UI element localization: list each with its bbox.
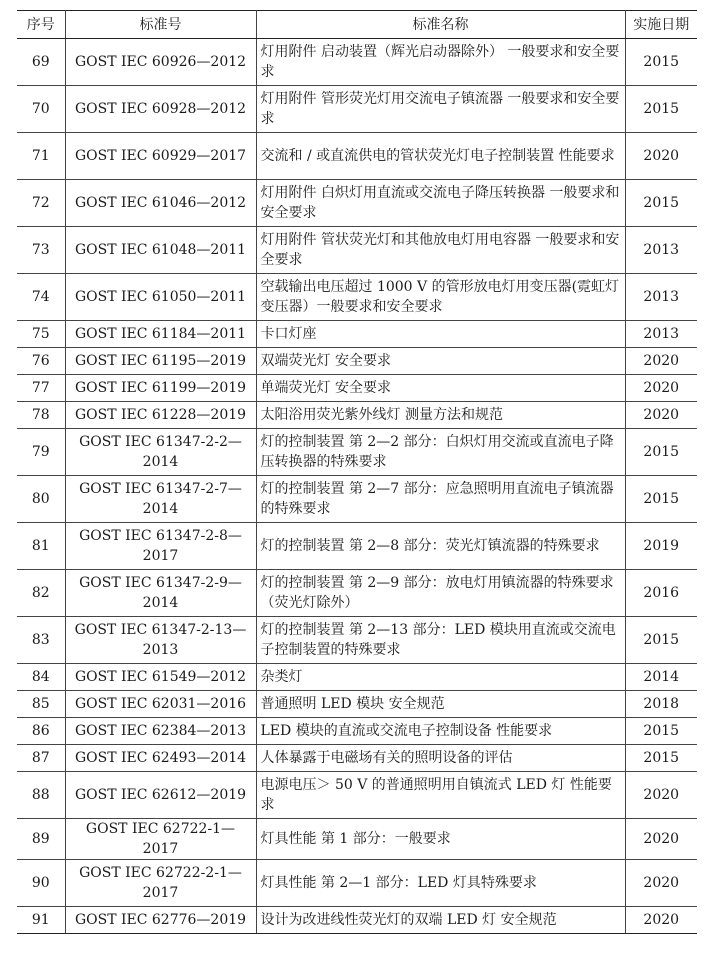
row-standard-no: GOST IEC 62493—2014 [65, 745, 256, 772]
table-row [17, 39, 697, 86]
row-standard-no: GOST IEC 61046—2012 [65, 180, 256, 227]
row-no: 90 [17, 860, 65, 907]
row-standard-name: 灯用附件 管形荧光灯用交流电子镇流器 一般要求和安全要求 [256, 86, 625, 133]
row-standard-no: GOST IEC 61195—2019 [65, 348, 256, 375]
table-row [17, 429, 697, 476]
row-no: 79 [17, 429, 65, 476]
row-standard-name: 灯具性能 第 2—1 部分：LED 灯具特殊要求 [256, 860, 625, 907]
row-date: 2015 [625, 745, 697, 772]
row-date: 2015 [625, 617, 697, 664]
row-standard-no: GOST IEC 60926—2012 [65, 39, 256, 86]
table-row [17, 86, 697, 133]
row-no: 74 [17, 274, 65, 321]
table-row [17, 375, 697, 402]
row-no: 84 [17, 664, 65, 691]
row-no: 89 [17, 819, 65, 860]
table-row [17, 321, 697, 348]
row-no: 83 [17, 617, 65, 664]
row-standard-name: 空载输出电压超过 1000 V 的管形放电灯用变压器(霓虹灯变压器）一般要求和安全要求 [256, 274, 625, 321]
row-standard-name: 卡口灯座 [256, 321, 625, 348]
table-row [17, 718, 697, 745]
row-date: 2013 [625, 274, 697, 321]
row-no: 87 [17, 745, 65, 772]
table-row [17, 860, 697, 907]
table-row [17, 523, 697, 570]
table-row [17, 348, 697, 375]
row-standard-no: GOST IEC 60928—2012 [65, 86, 256, 133]
row-date: 2020 [625, 402, 697, 429]
header-standard-name: 标准名称 [256, 11, 625, 39]
row-standard-name: 灯的控制装置 第 2—9 部分：放电灯用镇流器的特殊要求（荧光灯除外） [256, 570, 625, 617]
table-row [17, 133, 697, 180]
row-standard-name: 灯具性能 第 1 部分：一般要求 [256, 819, 625, 860]
row-date: 2020 [625, 348, 697, 375]
row-date: 2015 [625, 476, 697, 523]
header-standard-no: 标准号 [65, 11, 256, 39]
row-date: 2020 [625, 772, 697, 819]
row-standard-name: LED 模块的直流或交流电子控制设备 性能要求 [256, 718, 625, 745]
row-standard-name: 灯用附件 启动装置（辉光启动器除外） 一般要求和安全要求 [256, 39, 625, 86]
row-standard-name: 单端荧光灯 安全要求 [256, 375, 625, 402]
table-row [17, 664, 697, 691]
row-standard-name: 太阳浴用荧光紫外线灯 测量方法和规范 [256, 402, 625, 429]
row-standard-no: GOST IEC 62722-2-1—2017 [65, 860, 256, 907]
row-date: 2020 [625, 907, 697, 934]
row-date: 2016 [625, 570, 697, 617]
table-row [17, 691, 697, 718]
header-no: 序号 [17, 11, 65, 39]
row-standard-no: GOST IEC 61228—2019 [65, 402, 256, 429]
row-standard-no: GOST IEC 61347-2-8—2017 [65, 523, 256, 570]
table-row [17, 227, 697, 274]
row-no: 72 [17, 180, 65, 227]
row-standard-no: GOST IEC 62776—2019 [65, 907, 256, 934]
table-row [17, 745, 697, 772]
row-standard-name: 电源电压＞ 50 V 的普通照明用自镇流式 LED 灯 性能要求 [256, 772, 625, 819]
table-row [17, 180, 697, 227]
row-standard-name: 设计为改进线性荧光灯的双端 LED 灯 安全规范 [256, 907, 625, 934]
row-standard-name: 交流和 / 或直流供电的管状荧光灯电子控制装置 性能要求 [256, 133, 625, 180]
row-standard-no: GOST IEC 61347-2-13—2013 [65, 617, 256, 664]
row-standard-name: 灯的控制装置 第 2—8 部分：荧光灯镇流器的特殊要求 [256, 523, 625, 570]
row-standard-no: GOST IEC 61048—2011 [65, 227, 256, 274]
row-date: 2015 [625, 429, 697, 476]
row-no: 86 [17, 718, 65, 745]
row-standard-no: GOST IEC 61199—2019 [65, 375, 256, 402]
table-row [17, 476, 697, 523]
row-standard-name: 人体暴露于电磁场有关的照明设备的评估 [256, 745, 625, 772]
row-date: 2015 [625, 718, 697, 745]
table-row [17, 772, 697, 819]
row-date: 2013 [625, 227, 697, 274]
row-standard-name: 灯的控制装置 第 2—13 部分：LED 模块用直流或交流电子控制装置的特殊要求 [256, 617, 625, 664]
row-date: 2015 [625, 39, 697, 86]
row-no: 76 [17, 348, 65, 375]
row-standard-no: GOST IEC 61549—2012 [65, 664, 256, 691]
header-row [17, 11, 697, 39]
table-row [17, 402, 697, 429]
row-standard-name: 灯的控制装置 第 2—2 部分：白炽灯用交流或直流电子降压转换器的特殊要求 [256, 429, 625, 476]
row-no: 77 [17, 375, 65, 402]
row-no: 91 [17, 907, 65, 934]
table-row [17, 274, 697, 321]
header-implementation-date: 实施日期 [625, 11, 697, 39]
row-standard-name: 普通照明 LED 模块 安全规范 [256, 691, 625, 718]
row-date: 2015 [625, 180, 697, 227]
row-standard-name: 杂类灯 [256, 664, 625, 691]
standards-table [17, 10, 697, 934]
row-standard-name: 灯用附件 白炽灯用直流或交流电子降压转换器 一般要求和安全要求 [256, 180, 625, 227]
row-no: 71 [17, 133, 65, 180]
row-date: 2014 [625, 664, 697, 691]
row-no: 69 [17, 39, 65, 86]
row-no: 85 [17, 691, 65, 718]
row-date: 2020 [625, 375, 697, 402]
row-standard-no: GOST IEC 62722-1—2017 [65, 819, 256, 860]
row-date: 2019 [625, 523, 697, 570]
row-date: 2015 [625, 86, 697, 133]
row-date: 2020 [625, 819, 697, 860]
row-no: 73 [17, 227, 65, 274]
row-no: 75 [17, 321, 65, 348]
row-standard-no: GOST IEC 61347-2-7—2014 [65, 476, 256, 523]
row-standard-no: GOST IEC 61050—2011 [65, 274, 256, 321]
row-no: 80 [17, 476, 65, 523]
row-standard-name: 双端荧光灯 安全要求 [256, 348, 625, 375]
row-date: 2013 [625, 321, 697, 348]
table-row [17, 907, 697, 934]
row-no: 81 [17, 523, 65, 570]
table-row [17, 819, 697, 860]
row-standard-no: GOST IEC 61184—2011 [65, 321, 256, 348]
row-standard-no: GOST IEC 60929—2017 [65, 133, 256, 180]
row-date: 2020 [625, 133, 697, 180]
row-date: 2018 [625, 691, 697, 718]
row-no: 88 [17, 772, 65, 819]
row-standard-no: GOST IEC 62612—2019 [65, 772, 256, 819]
row-standard-name: 灯用附件 管状荧光灯和其他放电灯用电容器 一般要求和安全要求 [256, 227, 625, 274]
row-standard-name: 灯的控制装置 第 2—7 部分：应急照明用直流电子镇流器的特殊要求 [256, 476, 625, 523]
table-row [17, 570, 697, 617]
row-no: 78 [17, 402, 65, 429]
row-standard-no: GOST IEC 62384—2013 [65, 718, 256, 745]
row-no: 70 [17, 86, 65, 133]
row-standard-no: GOST IEC 61347-2-9—2014 [65, 570, 256, 617]
row-no: 82 [17, 570, 65, 617]
row-standard-no: GOST IEC 61347-2-2—2014 [65, 429, 256, 476]
table-row [17, 617, 697, 664]
row-standard-no: GOST IEC 62031—2016 [65, 691, 256, 718]
row-date: 2020 [625, 860, 697, 907]
